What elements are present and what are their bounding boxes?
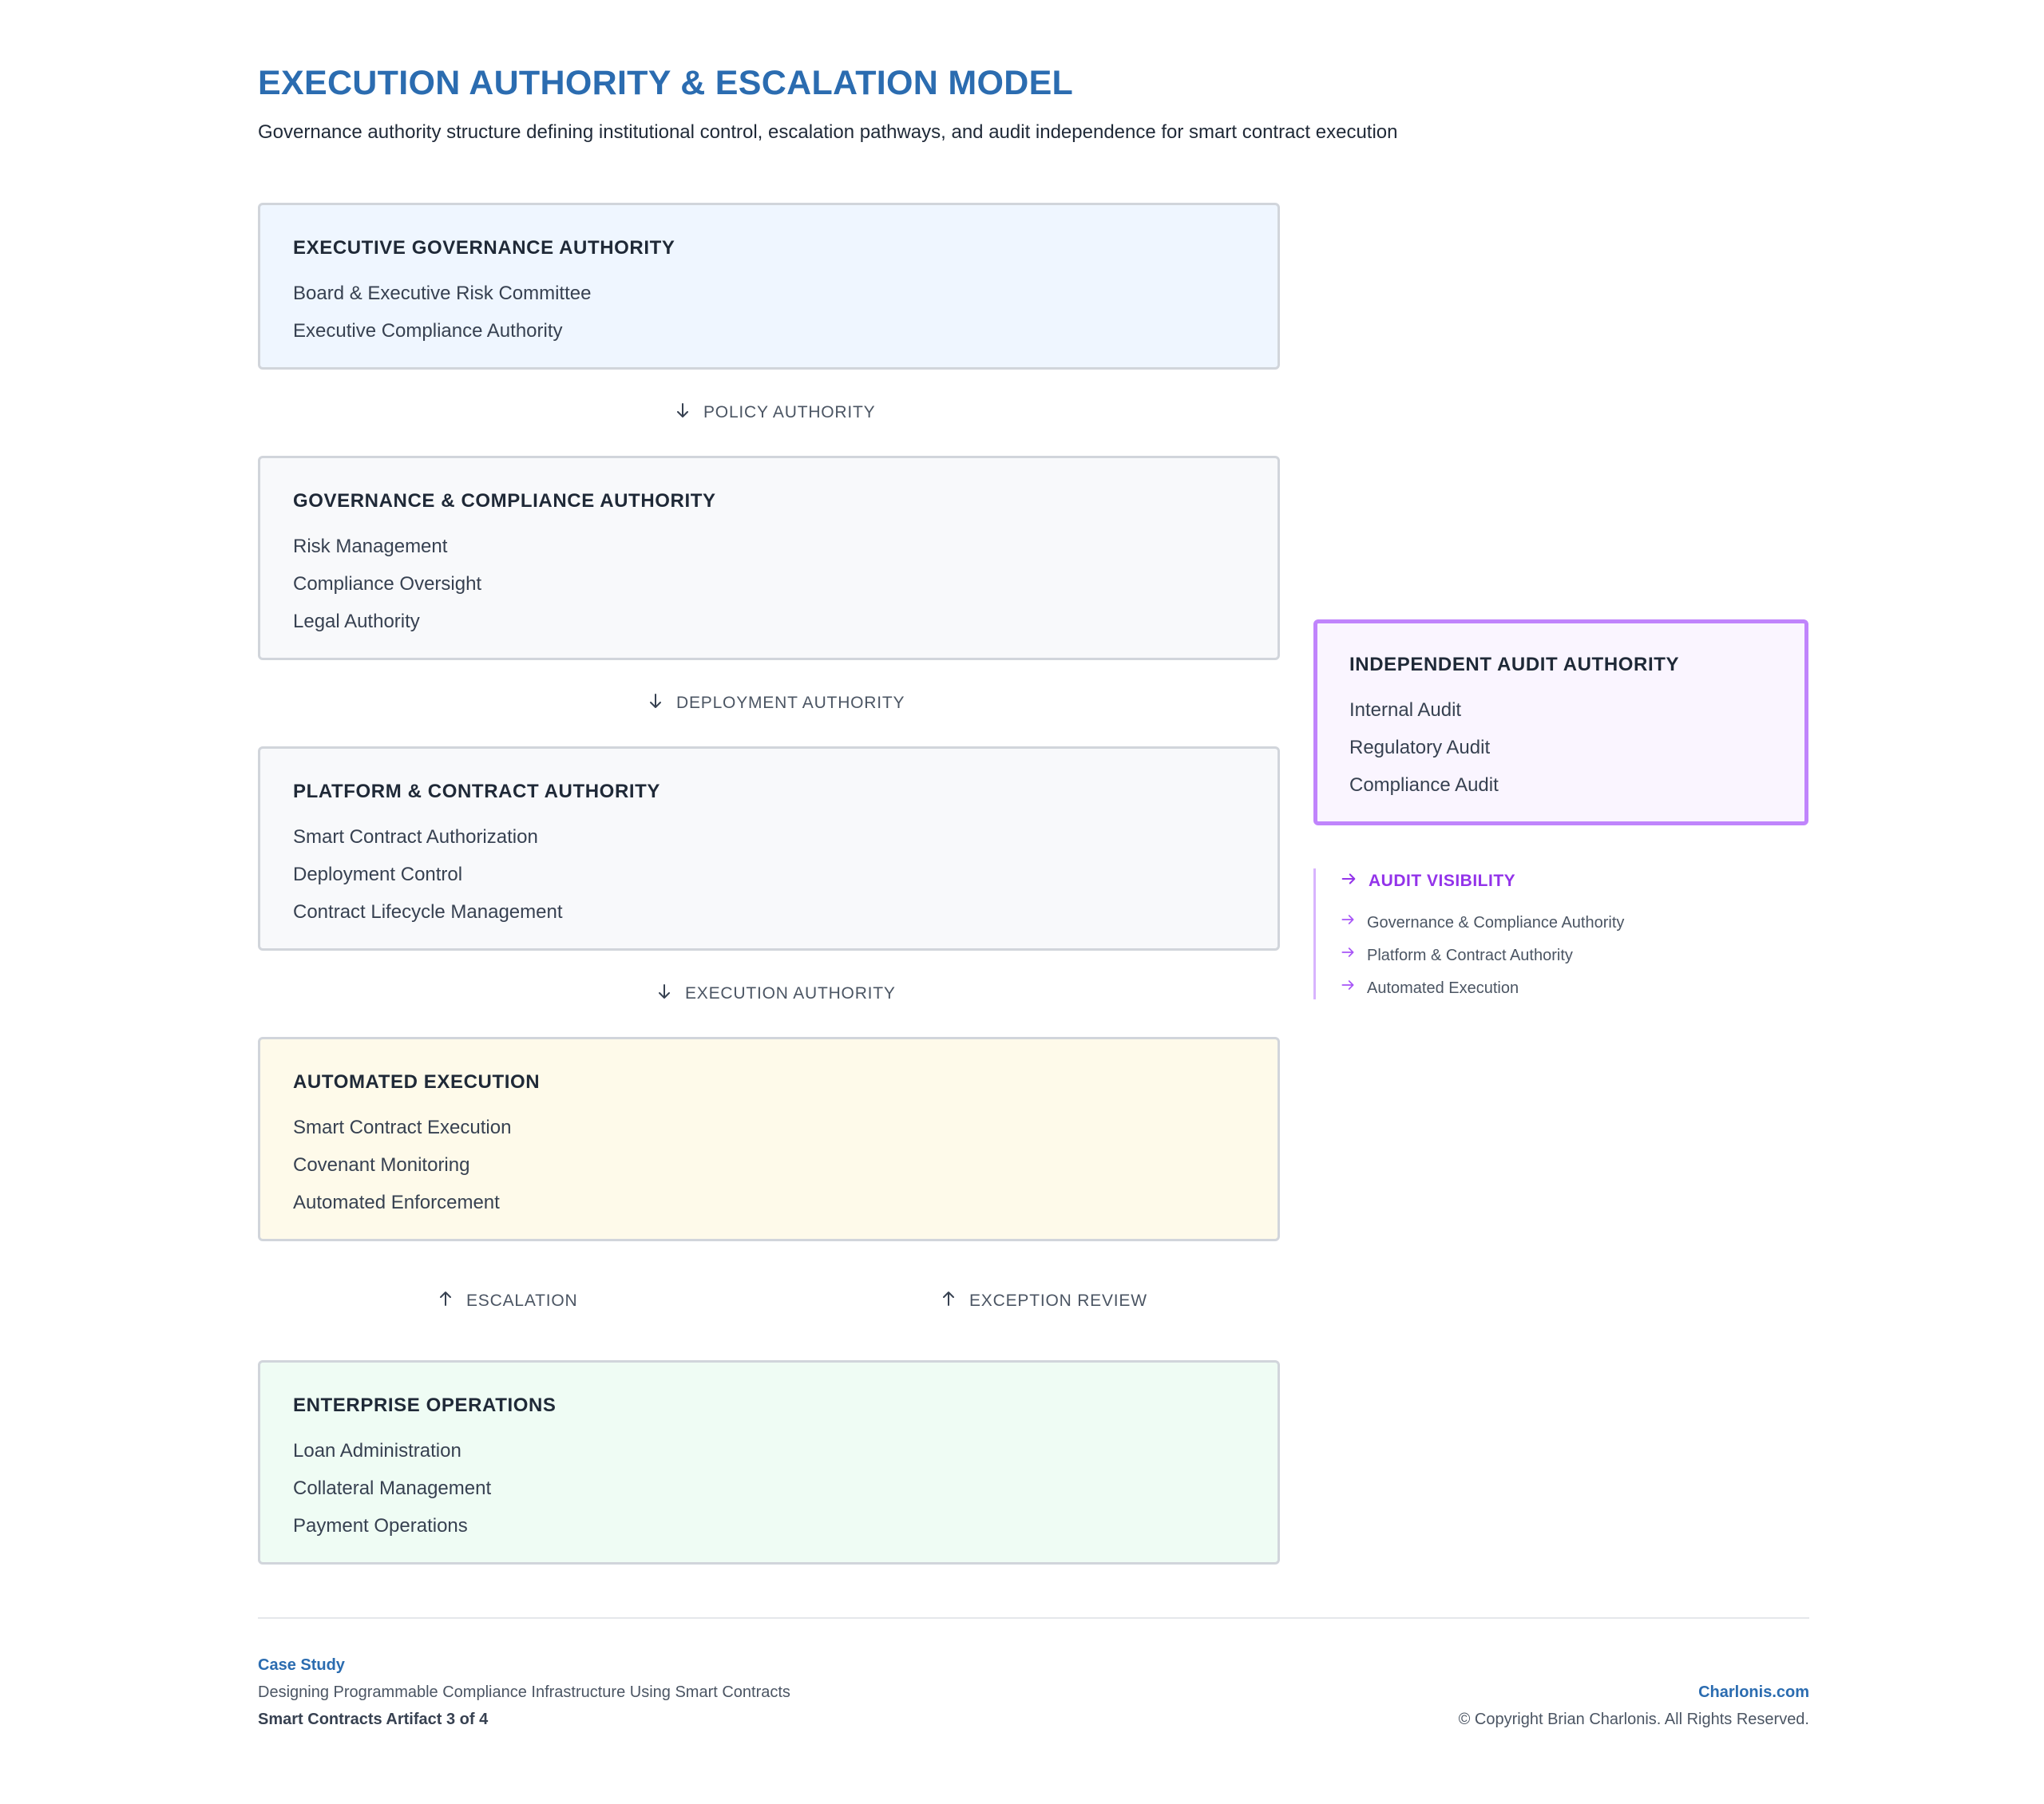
arrow-down-icon bbox=[646, 691, 665, 715]
audit-visibility-item bbox=[1340, 907, 1624, 940]
arrow-down-icon bbox=[655, 982, 674, 1006]
independent-audit-box bbox=[1313, 619, 1808, 825]
box-item: Deployment Control bbox=[293, 864, 463, 885]
governance-compliance-box bbox=[258, 456, 1280, 660]
flow-exception-review bbox=[939, 1289, 1147, 1313]
footer-credits bbox=[1459, 1679, 1809, 1733]
arrow-right-icon bbox=[1340, 972, 1356, 1005]
audit-visibility-item bbox=[1340, 972, 1624, 1005]
page-title: EXECUTION AUTHORITY & ESCALATION MODEL bbox=[258, 64, 1074, 102]
box-item: Covenant Monitoring bbox=[293, 1154, 470, 1176]
platform-contract-box bbox=[258, 746, 1280, 951]
footer-divider bbox=[258, 1617, 1809, 1619]
page-subtitle: Governance authority structure defining institutional control, escalation pathways, and audit independence for smart contract execution bbox=[258, 121, 1398, 143]
footer-case-study bbox=[258, 1652, 790, 1733]
box-item: Payment Operations bbox=[293, 1515, 468, 1537]
flow-deployment-authority bbox=[646, 691, 905, 715]
flow-policy-authority bbox=[673, 401, 875, 425]
automated-execution-box bbox=[258, 1037, 1280, 1241]
executive-governance-box bbox=[258, 203, 1280, 370]
project-title: Designing Programmable Compliance Infrastructure Using Smart Contracts bbox=[258, 1683, 790, 1701]
case-study-label: Case Study bbox=[258, 1656, 345, 1674]
box-item: Legal Authority bbox=[293, 611, 420, 632]
box-title: EXECUTIVE GOVERNANCE AUTHORITY bbox=[293, 237, 675, 259]
arrow-up-icon bbox=[436, 1289, 455, 1313]
box-item: Internal Audit bbox=[1349, 699, 1462, 721]
site-link[interactable]: Charlonis.com bbox=[1698, 1683, 1809, 1701]
box-item: Smart Contract Authorization bbox=[293, 826, 538, 848]
box-title: AUTOMATED EXECUTION bbox=[293, 1071, 541, 1093]
arrow-up-icon bbox=[939, 1289, 958, 1313]
box-item: Risk Management bbox=[293, 536, 448, 557]
flow-label: ESCALATION bbox=[466, 1292, 578, 1310]
box-item: Automated Enforcement bbox=[293, 1192, 500, 1213]
box-item: Compliance Oversight bbox=[293, 573, 482, 595]
audit-visibility-heading bbox=[1340, 870, 1624, 892]
audit-visibility-panel bbox=[1313, 868, 1624, 999]
audit-visibility-item-label: Governance & Compliance Authority bbox=[1367, 914, 1625, 932]
box-item: Executive Compliance Authority bbox=[293, 320, 563, 342]
arrow-right-icon bbox=[1340, 907, 1356, 940]
flow-label: DEPLOYMENT AUTHORITY bbox=[676, 694, 905, 712]
audit-visibility-item-label: Platform & Contract Authority bbox=[1367, 947, 1573, 964]
copyright-text: © Copyright Brian Charlonis. All Rights Reserved. bbox=[1458, 1711, 1809, 1728]
box-item: Regulatory Audit bbox=[1349, 737, 1491, 758]
flow-label: EXECUTION AUTHORITY bbox=[685, 984, 896, 1003]
audit-visibility-item-label: Automated Execution bbox=[1367, 979, 1519, 997]
box-title: INDEPENDENT AUDIT AUTHORITY bbox=[1349, 654, 1680, 675]
audit-visibility-item bbox=[1340, 940, 1624, 972]
box-item: Smart Contract Execution bbox=[293, 1117, 512, 1138]
artifact-label: Smart Contracts Artifact 3 of 4 bbox=[258, 1711, 489, 1728]
arrow-down-icon bbox=[673, 401, 692, 425]
arrow-right-icon bbox=[1340, 940, 1356, 972]
arrow-right-icon bbox=[1340, 870, 1357, 892]
box-item: Collateral Management bbox=[293, 1478, 492, 1499]
audit-visibility-label: AUDIT VISIBILITY bbox=[1369, 872, 1516, 890]
flow-escalation bbox=[436, 1289, 577, 1313]
box-title: ENTERPRISE OPERATIONS bbox=[293, 1395, 557, 1416]
box-item: Compliance Audit bbox=[1349, 774, 1499, 796]
box-title: PLATFORM & CONTRACT AUTHORITY bbox=[293, 781, 661, 802]
box-title: GOVERNANCE & COMPLIANCE AUTHORITY bbox=[293, 490, 716, 512]
flow-label: POLICY AUTHORITY bbox=[703, 403, 876, 421]
enterprise-operations-box bbox=[258, 1360, 1280, 1565]
flow-execution-authority bbox=[655, 982, 896, 1006]
box-item: Board & Executive Risk Committee bbox=[293, 283, 592, 304]
box-item: Loan Administration bbox=[293, 1440, 461, 1462]
box-item: Contract Lifecycle Management bbox=[293, 901, 563, 923]
flow-label: EXCEPTION REVIEW bbox=[969, 1292, 1147, 1310]
